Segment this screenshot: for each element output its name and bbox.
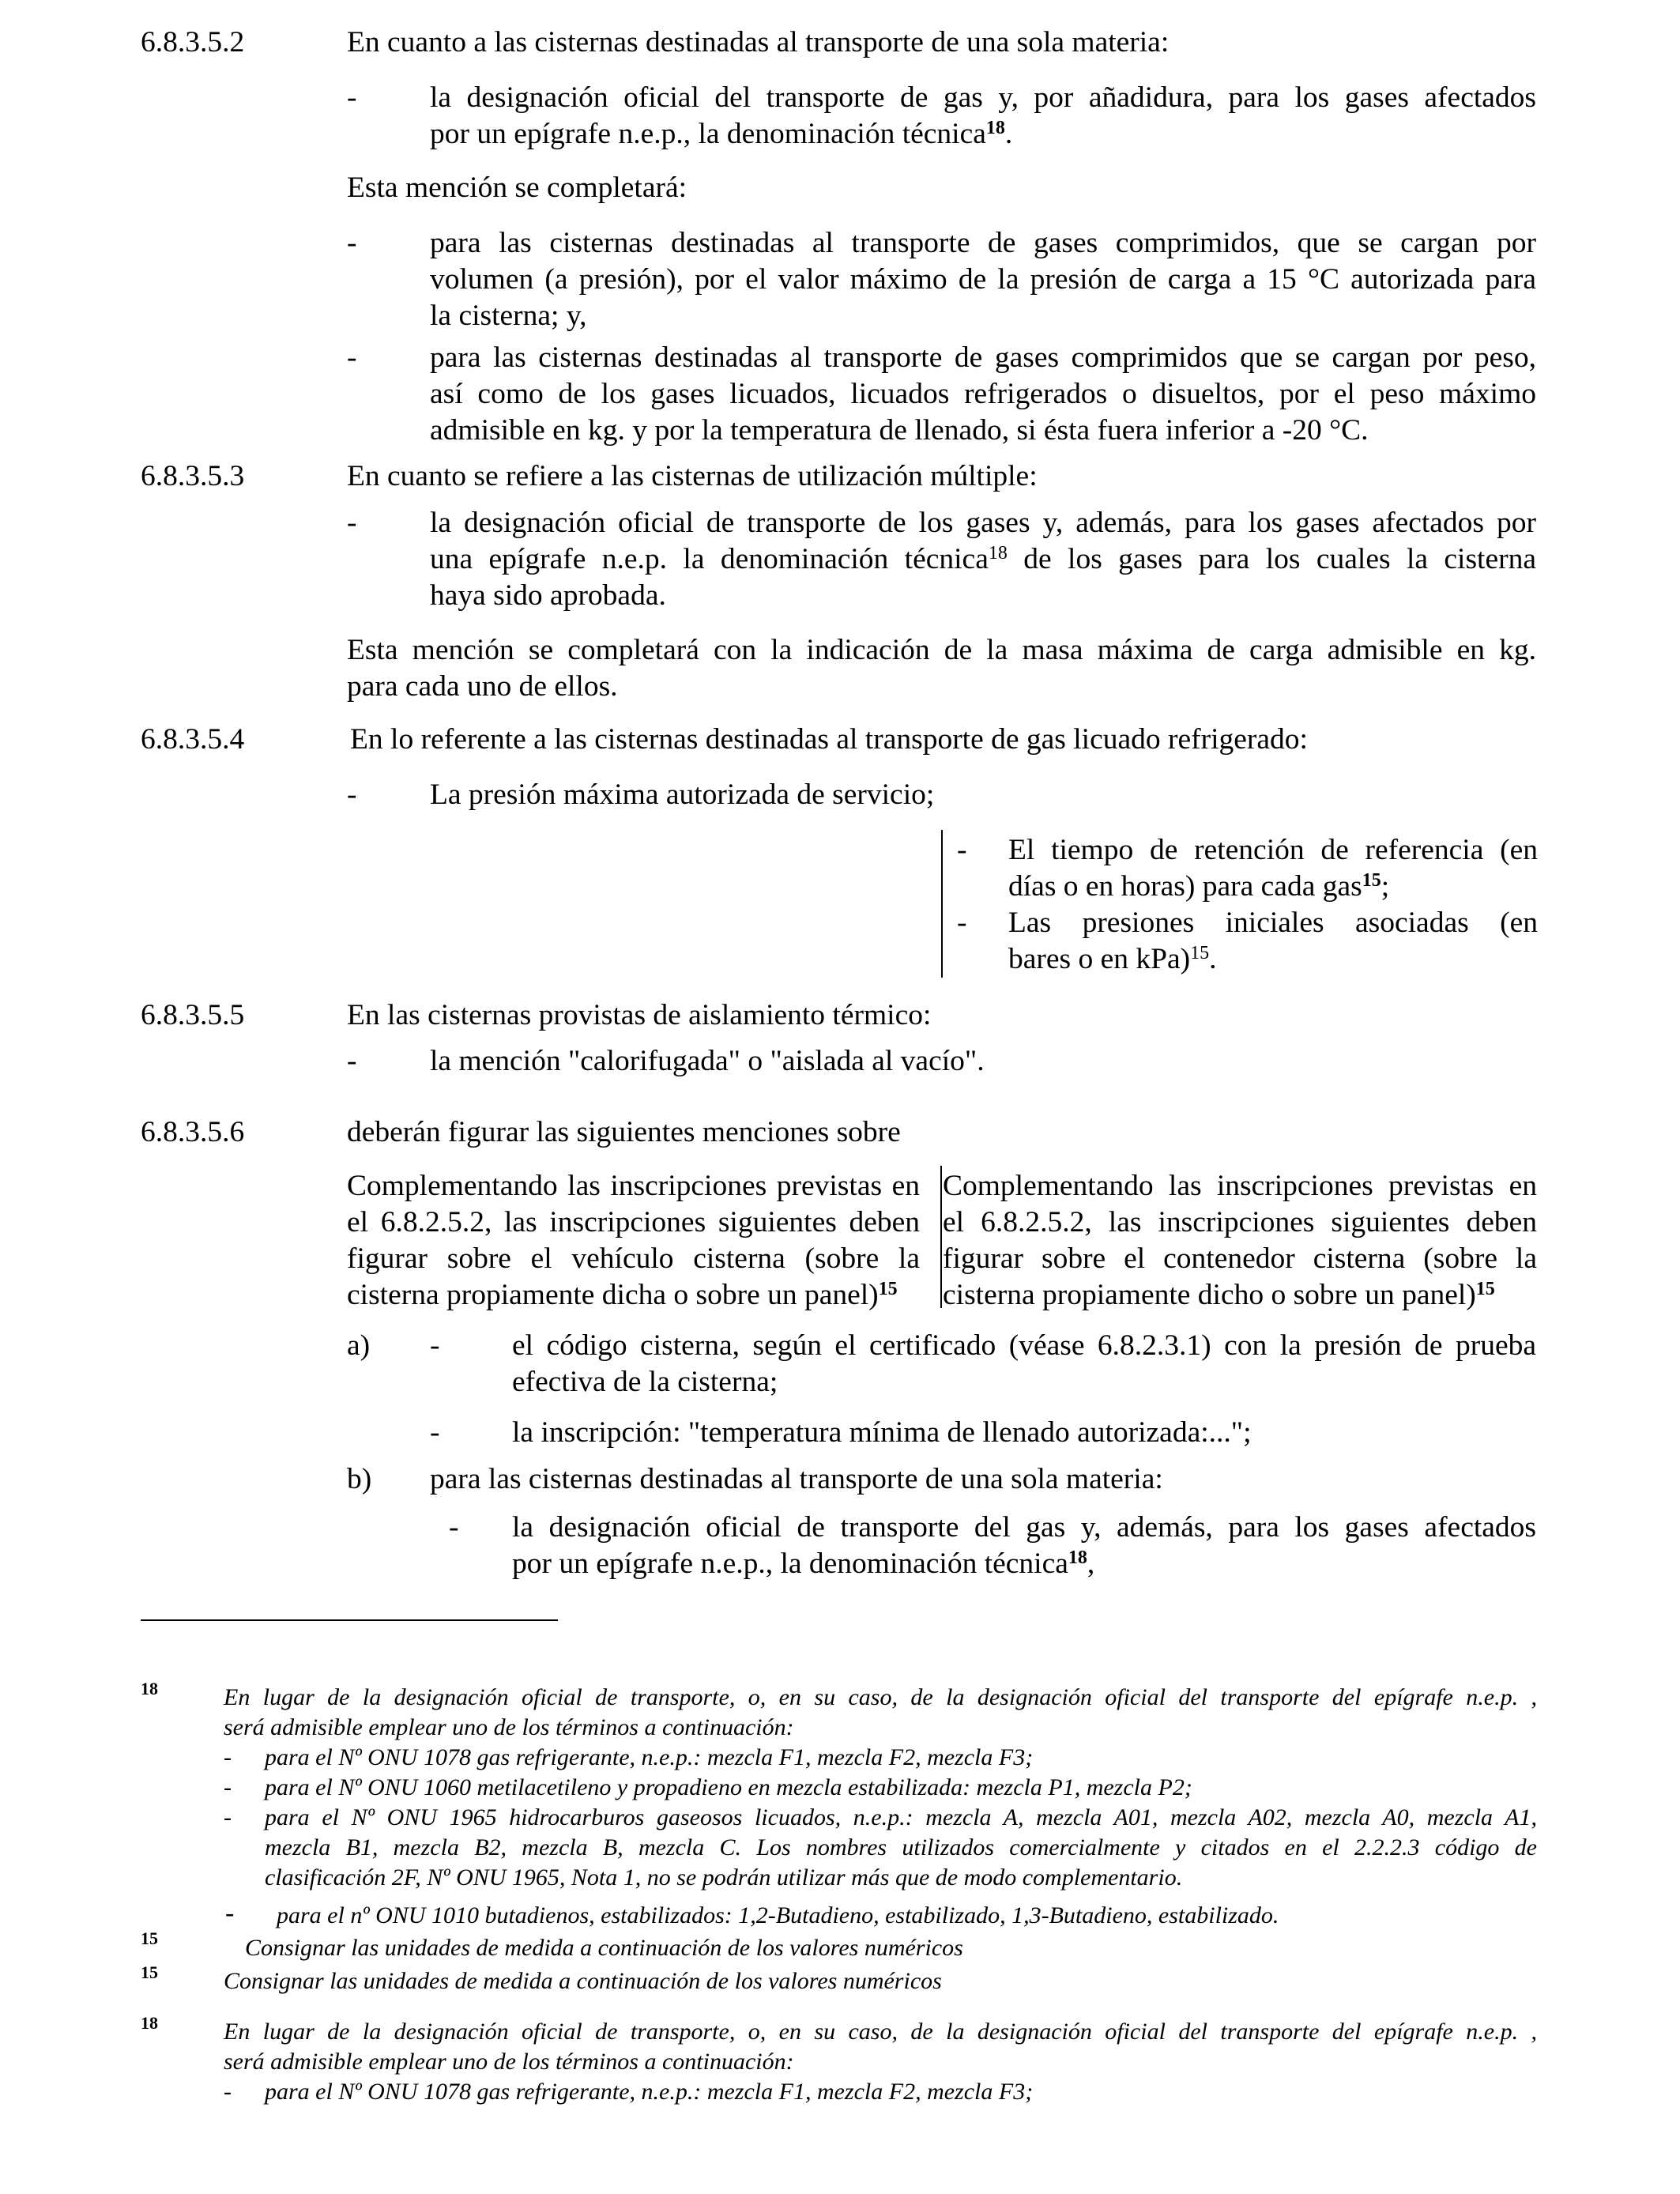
footnote-text: Consignar las unidades de medida a continuación de los valores numéricos (224, 1968, 942, 1994)
section-number-6-8-3-5-2: 6.8.3.5.2 (141, 26, 245, 58)
section-heading: En lo referente a las cisternas destinadas al transporte de gas licuado refrigerado: (350, 723, 1308, 756)
text-line (512, 1546, 1536, 1582)
bullet-dash: - (347, 778, 357, 811)
footnote-number: 18 (141, 1679, 158, 1698)
text-span: . (1004, 118, 1013, 150)
list-label-b: b) (347, 1463, 372, 1495)
bullet-dash: - (347, 507, 357, 539)
bullet-dash: - (347, 81, 357, 114)
paragraph: Esta mención se completará: (347, 172, 687, 204)
footnote-dash: - (224, 2079, 232, 2105)
text-line: Complementando las inscripciones previstas en (347, 1170, 920, 1202)
text-line: para cada uno de ellos. (347, 670, 618, 703)
bullet-dash: - (347, 227, 357, 259)
footnote-dash: - (224, 1744, 232, 1770)
text-line: clasificación 2F, Nº ONU 1965, Nota 1, no se podrán utilizar más que de modo complementario. (265, 1864, 1183, 1891)
footnote-ref: 15 (878, 1279, 898, 1299)
bullet-text: La presión máxima autorizada de servicio; (430, 778, 935, 811)
bullet-text (1008, 832, 1538, 905)
footnote-number: 15 (141, 1928, 158, 1948)
text-line: En lugar de la designación oficial de transporte, o, en su caso, de la designación oficial del transporte del epígrafe n.e.p. , (224, 1684, 1537, 1710)
text-span: . (1209, 943, 1217, 975)
text-span: días o en horas) para cada gas (1008, 870, 1362, 903)
text-line: Complementando las inscripciones previstas en (943, 1170, 1537, 1202)
text-span: bares o en kPa) (1008, 943, 1191, 975)
column-divider (941, 830, 943, 978)
text-line: para las cisternas destinadas al transporte de gases comprimidos que se cargan por peso, (430, 341, 1536, 374)
section-number-6-8-3-5-5: 6.8.3.5.5 (141, 999, 245, 1031)
text-line: el 6.8.2.5.2, las inscripciones siguientes deben (347, 1206, 920, 1238)
section-number-6-8-3-5-6: 6.8.3.5.6 (141, 1116, 245, 1148)
text-line: será admisible emplear uno de los términos a continuación: (224, 2049, 794, 2075)
text-span: de los gases para los cuales la cisterna (1007, 543, 1536, 575)
footnote-dash: - (225, 1898, 235, 1928)
bullet-dash: - (430, 1329, 440, 1362)
text-line (430, 116, 1536, 153)
text-line: la designación oficial del transporte de gas y, por añadidura, para los gases afectados (430, 81, 1536, 114)
footnote-text (224, 2017, 1537, 2077)
text-line (347, 1277, 920, 1314)
bullet-text (512, 1510, 1536, 1582)
text-span: cisterna propiamente dicha o sobre un panel) (347, 1279, 879, 1311)
text-line: la cisterna; y, (430, 300, 587, 332)
list-label-a: a) (347, 1329, 371, 1362)
text-line: así como de los gases licuados, licuados refrigerados o disueltos, por el peso máximo (430, 378, 1536, 410)
footnote-item: para el Nº ONU 1060 metilacetileno y propadieno en mezcla estabilizada: mezcla P1, mezcla P2; (265, 1774, 1192, 1800)
text-span: cisterna propiamente dicho o sobre un panel) (943, 1279, 1476, 1311)
paragraph: para las cisternas destinadas al transporte de una sola materia: (430, 1463, 1163, 1495)
footnote-separator (141, 1619, 558, 1621)
text-line: figurar sobre el vehículo cisterna (sobre la (347, 1242, 920, 1275)
text-line: En lugar de la designación oficial de transporte, o, en su caso, de la designación oficial del transporte del epígrafe n.e.p. , (224, 2019, 1537, 2045)
text-line: figurar sobre el contenedor cisterna (sobre la (943, 1242, 1537, 1275)
bullet-dash: - (347, 1045, 357, 1077)
bullet-text: la mención "calorifugada" o "aislada al vacío". (430, 1045, 985, 1077)
footnote-ref: 18 (985, 118, 1005, 138)
column-divider (940, 1166, 942, 1308)
footnote-number: 15 (141, 1962, 158, 1982)
bullet-text (430, 80, 1536, 153)
footnote-item (265, 1803, 1537, 1893)
footnote-ref: 15 (1362, 870, 1381, 891)
text-line: mezcla B1, mezcla B2, mezcla B, mezcla C. Los nombres utilizados comercialmente y citados en el 2.2.2.3 código de (265, 1834, 1537, 1860)
text-line: Las presiones iniciales asociadas (en (1008, 907, 1538, 939)
column-left-text (347, 1168, 920, 1314)
text-line: el código cisterna, según el certificado (véase 6.8.2.3.1) con la presión de prueba (512, 1329, 1536, 1362)
footnote-ref: 18 (1068, 1547, 1087, 1568)
footnote-text (224, 1683, 1537, 1743)
section-heading: deberán figurar las siguientes menciones sobre (347, 1116, 901, 1148)
text-line: el 6.8.2.5.2, las inscripciones siguientes deben (943, 1206, 1537, 1238)
footnote-item: para el Nº ONU 1078 gas refrigerante, n.e.p.: mezcla F1, mezcla F2, mezcla F3; (265, 2079, 1034, 2105)
text-line: admisible en kg. y por la temperatura de llenado, si ésta fuera inferior a -20 °C. (430, 414, 1369, 447)
section-heading: En cuanto a las cisternas destinadas al transporte de una sola materia: (347, 26, 1170, 58)
text-line: la designación oficial de transporte del gas y, además, para los gases afectados (512, 1511, 1536, 1544)
section-heading: En cuanto se refiere a las cisternas de utilización múltiple: (347, 460, 1038, 492)
section-number-6-8-3-5-4: 6.8.3.5.4 (141, 723, 245, 756)
footnote-dash: - (224, 1804, 232, 1830)
bullet-text (430, 225, 1536, 334)
footnote-dash: - (224, 1774, 232, 1800)
text-line (430, 541, 1536, 578)
bullet-dash: - (430, 1416, 440, 1449)
bullet-text (1008, 905, 1538, 978)
bullet-text (430, 340, 1536, 449)
text-line: El tiempo de retención de referencia (en (1008, 834, 1538, 866)
text-line (1008, 941, 1538, 978)
bullet-text: la inscripción: "temperatura mínima de llenado autorizada:..."; (512, 1416, 1252, 1449)
text-line: para las cisternas destinadas al transporte de gases comprimidos, que se cargan por (430, 227, 1536, 259)
column-right-text (943, 1168, 1537, 1314)
text-line: volumen (a presión), por el valor máximo de la presión de carga a 15 °C autorizada para (430, 263, 1536, 296)
bullet-dash: - (347, 341, 357, 374)
footnote-ref: 15 (1475, 1279, 1495, 1299)
bullet-dash: - (449, 1511, 459, 1544)
footnote-item: para el Nº ONU 1078 gas refrigerante, n.e.p.: mezcla F1, mezcla F2, mezcla F3; (265, 1744, 1034, 1770)
bullet-dash: - (957, 907, 967, 939)
bullet-text (512, 1328, 1536, 1400)
section-heading: En las cisternas provistas de aislamiento térmico: (347, 999, 932, 1031)
text-line: la designación oficial de transporte de los gases y, además, para los gases afectados por (430, 507, 1536, 539)
text-line: para el Nº ONU 1965 hidrocarburos gaseosos licuados, n.e.p.: mezcla A, mezcla A01, mezcla A02, mezcla A0, mezcla A1, (265, 1804, 1537, 1830)
text-span: por un epígrafe n.e.p., la denominación técnica (430, 118, 986, 150)
text-span: una epígrafe n.e.p. la denominación técnica (430, 543, 989, 575)
section-number-6-8-3-5-3: 6.8.3.5.3 (141, 460, 245, 492)
text-line: será admisible emplear uno de los términos a continuación: (224, 1714, 794, 1740)
text-line: Esta mención se completará con la indicación de la masa máxima de carga admisible en kg. (347, 634, 1536, 666)
text-line (1008, 869, 1538, 905)
paragraph (347, 632, 1536, 705)
footnote-text: Consignar las unidades de medida a continuación de los valores numéricos (245, 1935, 963, 1961)
bullet-dash: - (957, 834, 967, 866)
text-line: haya sido aprobada. (430, 579, 666, 612)
text-span: , (1087, 1547, 1095, 1580)
footnote-ref: 15 (1190, 943, 1210, 963)
text-span: por un epígrafe n.e.p., la denominación técnica (512, 1547, 1068, 1580)
footnote-ref: 18 (988, 543, 1008, 564)
footnote-item: para el nº ONU 1010 butadienos, estabilizados: 1,2-Butadieno, estabilizado, 1,3-Butadieno, estabilizado. (277, 1902, 1279, 1928)
text-line: efectiva de la cisterna; (512, 1366, 778, 1398)
footnote-number: 18 (141, 2013, 158, 2033)
text-line (943, 1277, 1537, 1314)
text-span: ; (1381, 870, 1390, 903)
bullet-text (430, 505, 1536, 614)
